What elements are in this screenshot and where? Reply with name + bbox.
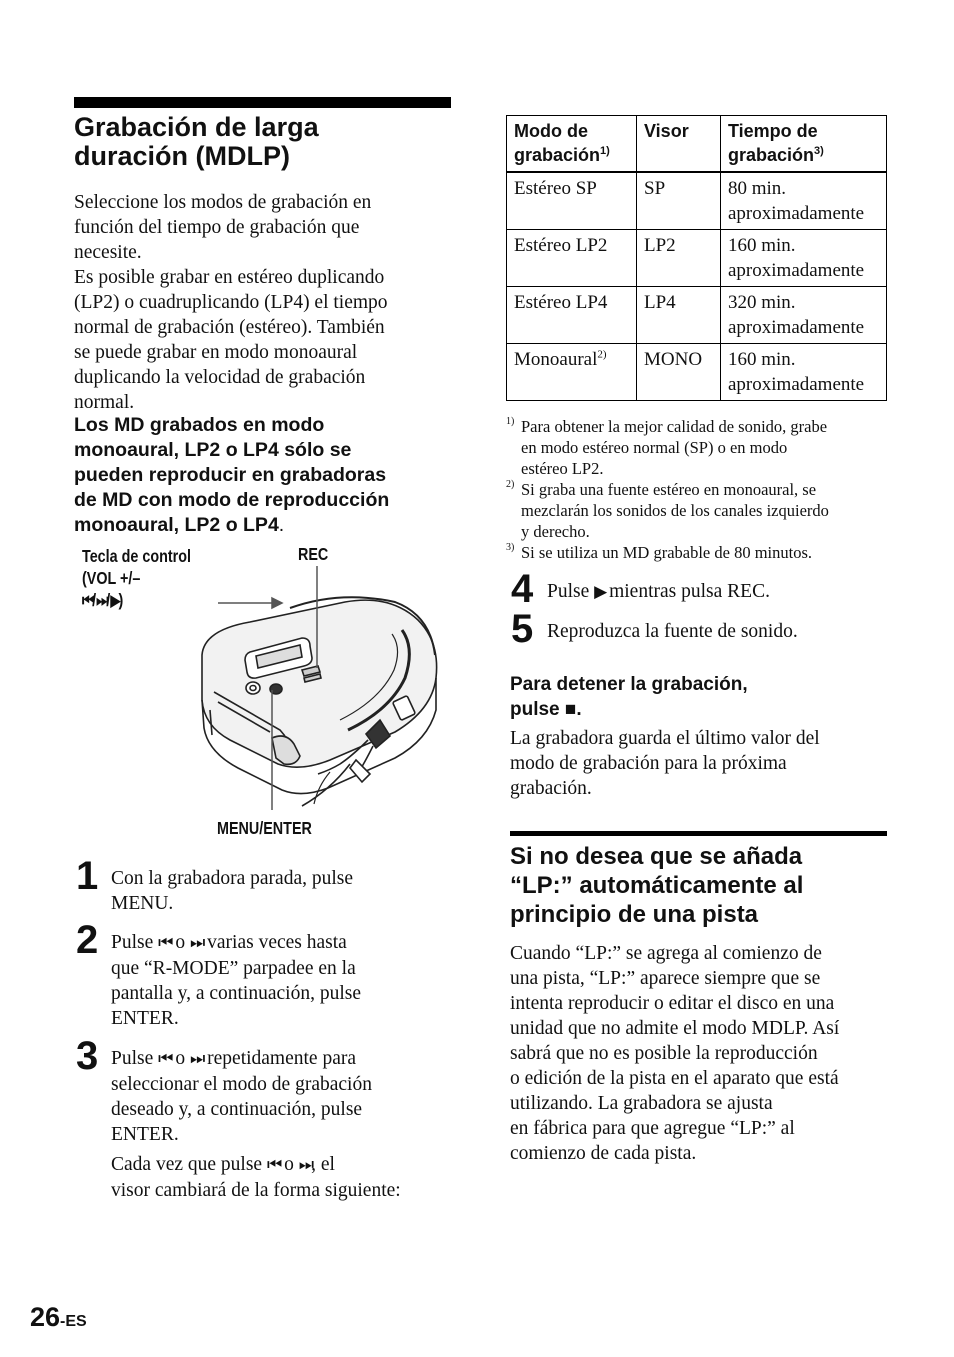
step-word: o: [284, 1154, 294, 1175]
prev-track-icon: ⏮: [82, 591, 93, 611]
page-number-suffix: -ES: [60, 1313, 87, 1330]
next-track-icon: ⏭: [96, 591, 107, 611]
intro-paragraph: [74, 190, 464, 415]
play-icon: ▶: [110, 591, 119, 611]
intro-line: normal.: [74, 392, 135, 413]
step-word: varias veces hasta: [207, 932, 347, 953]
step-word: mientras pulsa REC.: [609, 581, 770, 602]
step-line: ENTER.: [111, 1124, 179, 1145]
page-number: [30, 1302, 87, 1333]
step-word: o: [175, 932, 186, 953]
step-line: deseado y, a continuación, pulse: [111, 1099, 363, 1120]
cell-mode: Estéreo LP4: [507, 287, 637, 344]
section-heading: [510, 842, 890, 929]
step-number: 3: [76, 1034, 99, 1078]
cell-visor: LP2: [637, 230, 721, 287]
section-body-line: Cuando “LP:” se agrega al comienzo de: [510, 943, 822, 964]
stop-heading-word: pulse: [510, 699, 560, 720]
table-row: [507, 172, 887, 230]
play-icon: ▶: [594, 582, 605, 602]
header-mode: [507, 116, 637, 173]
title-line-1: Grabación de larga: [74, 112, 319, 142]
cell-visor: SP: [637, 172, 721, 230]
step-word: repetidamente para: [207, 1048, 357, 1069]
table-footnotes: [506, 416, 896, 563]
footnote-ref: 3): [814, 145, 824, 157]
step-number: 2: [76, 918, 99, 962]
footnote-line: en modo estéreo normal (SP) o en modo: [521, 438, 788, 457]
note-line: pueden reproducir en grabadoras: [74, 464, 387, 486]
step-3-text: [111, 1046, 456, 1203]
footnote: 3) Si se utiliza un MD grabable de 80 minutos.: [506, 542, 896, 563]
section-body-line: comienzo de cada pista.: [510, 1143, 697, 1164]
stop-body-line: grabación.: [510, 778, 592, 799]
intro-line: duplicando la velocidad de grabación: [74, 367, 366, 388]
time-value: 320 min.: [728, 292, 796, 313]
header-text: Tiempo de: [728, 121, 818, 141]
prev-track-icon: ⏮: [266, 1155, 280, 1175]
prev-track-icon: ⏮: [158, 1049, 171, 1069]
next-track-icon: ⏭: [189, 1049, 203, 1069]
figure-leader-lines: [200, 560, 330, 815]
table-row: [507, 230, 887, 287]
footnote-ref: 2): [597, 348, 607, 361]
stop-body: [510, 726, 900, 801]
section-heading-line: Si no desea que se añada: [510, 843, 803, 870]
table-header-row: [507, 116, 887, 173]
section-body-line: unidad que no admite el modo MDLP. Así: [510, 1018, 840, 1039]
footnote: 1) Para obtener la mejor calidad de sonido, grabe en modo estéreo normal (SP) o en modo estéreo LP2.: [506, 416, 896, 479]
step-line: seleccionar el modo de grabación: [111, 1074, 372, 1095]
compatibility-note: [74, 413, 464, 538]
page-number-value: 26: [30, 1302, 61, 1332]
separator: /: [106, 590, 111, 610]
mode-text: Monoaural: [514, 349, 598, 370]
figure-label-menu-enter: MENU/ENTER: [217, 818, 312, 838]
section-body-line: o edición de la pista en el aparato que está: [510, 1068, 839, 1089]
separator: /: [92, 590, 97, 610]
footnote-line: mezclarán los sonidos de los canales izquierdo: [521, 501, 829, 520]
close-paren: ): [118, 590, 124, 610]
next-track-icon: ⏭: [189, 933, 203, 953]
header-text: grabación: [728, 145, 815, 165]
step-2-text: [111, 930, 456, 1031]
footnote-line: Si graba una fuente estéreo en monoaural, se: [521, 480, 817, 499]
header-text: Modo de: [514, 121, 588, 141]
figure-label-control: [82, 545, 191, 612]
step-number: 4: [511, 567, 534, 611]
cell-time: [721, 172, 887, 230]
footnote-line: y derecho.: [521, 522, 590, 541]
cell-time: [721, 230, 887, 287]
step-5-text: Reproduzca la fuente de sonido.: [547, 621, 798, 642]
header-visor: [637, 116, 721, 173]
section-body-line: en fábrica para que agregue “LP:” al: [510, 1118, 795, 1139]
control-label-line: Tecla de control: [82, 546, 191, 566]
footnote-line: estéreo LP2.: [521, 459, 604, 478]
time-value: 160 min.: [728, 235, 796, 256]
stop-heading: [510, 672, 748, 722]
intro-line: (LP2) o cuadruplicando (LP4) el tiempo: [74, 292, 388, 313]
step-word: , el: [311, 1154, 335, 1175]
table-row: [507, 344, 887, 401]
footnote-line: Para obtener la mejor calidad de sonido, grabe: [521, 417, 828, 436]
step-line: visor cambiará de la forma siguiente:: [111, 1180, 401, 1201]
page-title: [74, 113, 464, 171]
intro-line: Es posible grabar en estéreo duplicando: [74, 267, 385, 288]
cell-visor: LP4: [637, 287, 721, 344]
footnote-ref: 1): [600, 145, 610, 157]
header-text: Visor: [644, 121, 689, 141]
section-rule-right: [510, 831, 887, 836]
header-time: [721, 116, 887, 173]
footnote-line: Si se utiliza un MD grabable de 80 minutos.: [521, 543, 812, 562]
intro-line: se puede grabar en modo monoaural: [74, 342, 358, 363]
step-word: Cada vez que pulse: [111, 1154, 263, 1175]
prev-track-icon: ⏮: [158, 933, 171, 953]
time-value: 160 min.: [728, 349, 796, 370]
step-line: ENTER.: [111, 1008, 179, 1029]
step-line: que “R-MODE” parpadee en la: [111, 958, 356, 979]
step-word: o: [175, 1048, 186, 1069]
stop-body-line: modo de grabación para la próxima: [510, 753, 787, 774]
note-line: monoaural, LP2 o LP4: [74, 514, 279, 536]
step-4-text: [547, 579, 887, 605]
intro-line: Seleccione los modos de grabación en: [74, 192, 372, 213]
recording-modes-table: [506, 115, 887, 401]
cell-mode: [507, 344, 637, 401]
stop-heading-line: Para detener la grabación,: [510, 674, 748, 695]
step-word: Pulse: [111, 1048, 154, 1069]
cell-mode: Estéreo LP2: [507, 230, 637, 287]
time-qualifier: aproximadamente: [728, 260, 865, 281]
cell-time: [721, 287, 887, 344]
note-line: Los MD grabados en modo: [74, 414, 325, 436]
cell-time: [721, 344, 887, 401]
note-line: monoaural, LP2 o LP4 sólo se: [74, 439, 352, 461]
header-text: grabación: [514, 145, 601, 165]
section-heading-line: “LP:” automáticamente al: [510, 872, 804, 899]
cell-visor: MONO: [637, 344, 721, 401]
time-qualifier: aproximadamente: [728, 374, 865, 395]
figure-label-rec: REC: [298, 544, 329, 564]
intro-line: normal de grabación (estéreo). También: [74, 317, 385, 338]
intro-line: necesite.: [74, 242, 142, 263]
section-heading-line: principio de una pista: [510, 901, 759, 928]
intro-line: función del tiempo de grabación que: [74, 217, 360, 238]
step-line: MENU.: [111, 893, 174, 914]
stop-heading-period: .: [576, 699, 582, 720]
time-qualifier: aproximadamente: [728, 317, 865, 338]
section-body: [510, 941, 900, 1166]
note-line: de MD con modo de reproducción: [74, 489, 390, 511]
section-body-line: sabrá que no es posible la reproducción: [510, 1043, 818, 1064]
time-qualifier: aproximadamente: [728, 203, 865, 224]
table-row: [507, 287, 887, 344]
step-word: Pulse: [111, 932, 154, 953]
step-number: 5: [511, 607, 534, 651]
note-period: .: [278, 514, 285, 536]
step-number: 1: [76, 854, 99, 898]
step-line: pantalla y, a continuación, pulse: [111, 983, 361, 1004]
section-body-line: intenta reproducir o editar el disco en una: [510, 993, 835, 1014]
section-rule-left: [74, 97, 451, 108]
stop-icon: ■: [564, 699, 577, 720]
stop-body-line: La grabadora guarda el último valor del: [510, 728, 820, 749]
section-body-line: una pista, “LP:” aparece siempre que se: [510, 968, 821, 989]
time-value: 80 min.: [728, 178, 787, 199]
step-word: Pulse: [547, 581, 590, 602]
title-line-2: duración (MDLP): [74, 141, 290, 171]
section-body-line: utilizando. La grabadora se ajusta: [510, 1093, 773, 1114]
next-track-icon: ⏭: [298, 1155, 312, 1175]
cell-mode: Estéreo SP: [507, 172, 637, 230]
step-1-text: [111, 866, 456, 916]
step-line: Con la grabadora parada, pulse: [111, 868, 354, 889]
footnote: 2) Si graba una fuente estéreo en monoaural, se mezclarán los sonidos de los canales izquierdo y derecho.: [506, 479, 896, 542]
control-label-line: (VOL +/–: [82, 568, 141, 588]
